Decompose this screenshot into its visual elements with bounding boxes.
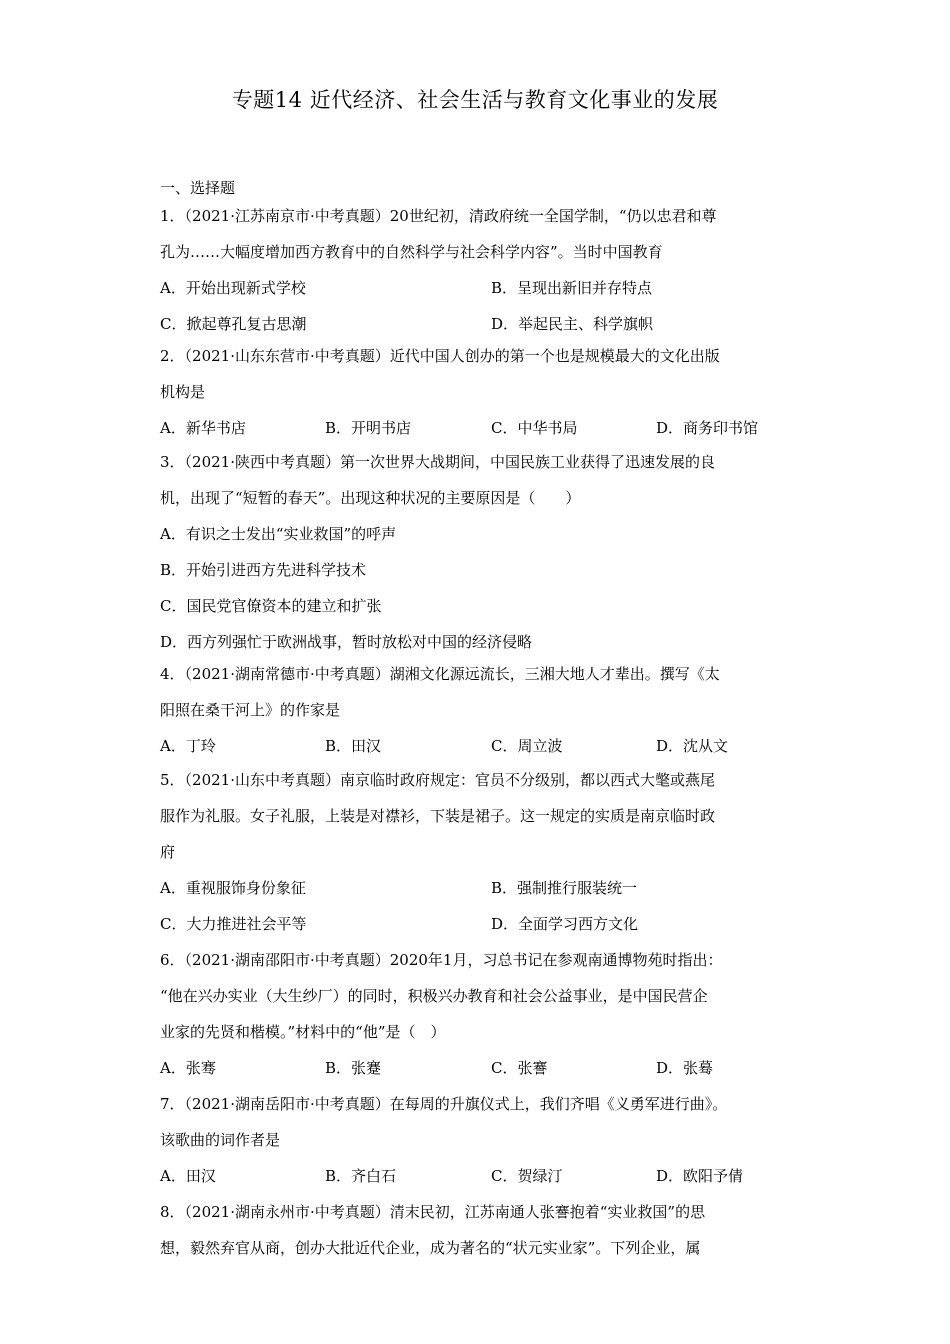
- option-b: B．强制推行服装统一: [491, 879, 638, 897]
- question-text: 8．（2021·湖南永州市·中考真题）清末民初，江苏南通人张謇抱着“实业救国”的思: [160, 1203, 706, 1221]
- option-b: B．齐白石: [325, 1167, 397, 1185]
- question-1: [160, 198, 790, 342]
- option-a: A．有识之士发出“实业救国”的呼声: [160, 525, 397, 543]
- options-row: [160, 410, 790, 446]
- option-c: C．贺绿汀: [491, 1167, 563, 1185]
- question-text: 府: [160, 843, 176, 861]
- question-8: [160, 1194, 790, 1266]
- question-4: [160, 656, 790, 764]
- question-text: 该歌曲的词作者是: [160, 1131, 281, 1149]
- question-text: “他在兴办实业（大生纱厂）的同时，积极兴办教育和社会公益事业，是中国民营企: [160, 987, 708, 1005]
- question-7: [160, 1086, 790, 1194]
- question-2: [160, 338, 790, 446]
- option-d: D．全面学习西方文化: [491, 915, 639, 933]
- section-heading: 一、选择题: [160, 179, 236, 197]
- option-c: C．国民党官僚资本的建立和扩张: [160, 597, 382, 615]
- options-row: [160, 1050, 790, 1086]
- options-row: [160, 1158, 790, 1194]
- option-d: D．商务印书馆: [656, 419, 759, 437]
- question-text: 想，毅然弃官从商，创办大批近代企业，成为著名的“状元实业家”。下列企业，属: [160, 1239, 701, 1257]
- question-text: 业家的先贤和楷模。”材料中的“他”是（ ）: [160, 1023, 446, 1041]
- option-b: B．张蹇: [325, 1059, 382, 1077]
- option-c: C．周立波: [491, 737, 563, 755]
- option-d: D．举起民主、科学旗帜: [491, 315, 654, 333]
- option-a: A．开始出现新式学校: [160, 279, 306, 297]
- option-d: D．张蓦: [656, 1059, 714, 1077]
- option-d: D．欧阳予倩: [656, 1167, 744, 1185]
- question-text: 4．（2021·湖南常德市·中考真题）湖湘文化源远流长，三湘大地人才辈出。撰写《太: [160, 665, 720, 683]
- question-text: 阳照在桑干河上》的作家是: [160, 701, 341, 719]
- question-text: 6．（2021·湖南邵阳市·中考真题）2020年1月，习总书记在参观南通博物苑时指出：: [160, 951, 723, 969]
- question-text: 孔为……大幅度增加西方教育中的自然科学与社会科学内容”。当时中国教育: [160, 243, 663, 261]
- question-3: [160, 444, 790, 660]
- option-b: B．田汉: [325, 737, 382, 755]
- options-row: [160, 270, 790, 306]
- option-c: C．中华书局: [491, 419, 578, 437]
- option-c: C．大力推进社会平等: [160, 915, 307, 933]
- option-a: A．新华书店: [160, 419, 246, 437]
- option-b: B．呈现出新旧并存特点: [491, 279, 653, 297]
- option-c: C．张謇: [491, 1059, 548, 1077]
- question-text: 7．（2021·湖南岳阳市·中考真题）在每周的升旗仪式上，我们齐唱《义勇军进行曲》。: [160, 1095, 728, 1113]
- option-b: B．开明书店: [325, 419, 412, 437]
- question-text: 机，出现了“短暂的春天”。出现这种状况的主要原因是（ ）: [160, 489, 581, 507]
- document-title: 专题14 近代经济、社会生活与教育文化事业的发展: [231, 88, 719, 112]
- question-6: [160, 942, 790, 1086]
- option-b: B．开始引进西方先进科学技术: [160, 561, 367, 579]
- option-a: A．丁玲: [160, 737, 216, 755]
- option-a: A．田汉: [160, 1167, 216, 1185]
- question-text: 机构是: [160, 383, 206, 401]
- options-row: [160, 906, 790, 942]
- question-text: 服作为礼服。女子礼服，上装是对襟衫，下装是裙子。这一规定的实质是南京临时政: [160, 807, 716, 825]
- option-d: D．沈从文: [656, 737, 729, 755]
- options-row: [160, 728, 790, 764]
- question-text: 3．（2021·陕西中考真题）第一次世界大战期间，中国民族工业获得了迅速发展的良: [160, 453, 715, 471]
- option-d: D．西方列强忙于欧洲战事，暂时放松对中国的经济侵略: [160, 633, 533, 651]
- question-text: 2．（2021·山东东营市·中考真题）近代中国人创办的第一个也是规模最大的文化出版: [160, 347, 720, 365]
- options-row: [160, 306, 790, 342]
- option-a: A．张骞: [160, 1059, 216, 1077]
- option-c: C．掀起尊孔复古思潮: [160, 315, 307, 333]
- question-5: [160, 762, 790, 942]
- option-a: A．重视服饰身份象征: [160, 879, 306, 897]
- question-text: 1．（2021·江苏南京市·中考真题）20世纪初，清政府统一全国学制，“仍以忠君和尊: [160, 207, 717, 225]
- question-text: 5．（2021·山东中考真题）南京临时政府规定：官员不分级别，都以西式大氅或燕尾: [160, 771, 715, 789]
- options-row: [160, 870, 790, 906]
